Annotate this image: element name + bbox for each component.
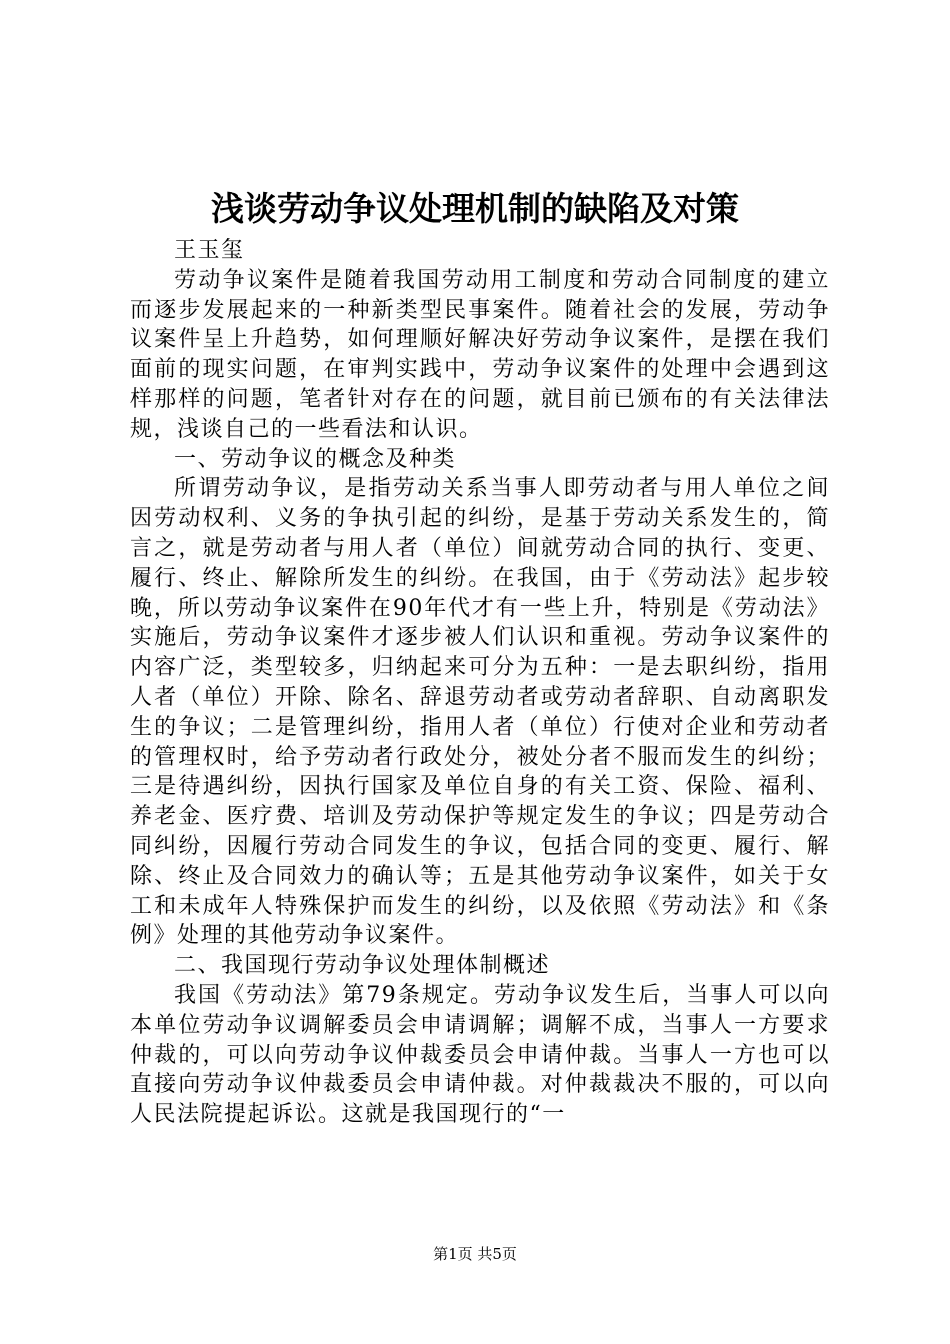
document-title: 浅谈劳动争议处理机制的缺陷及对策	[211, 189, 739, 228]
section-heading-2: 二、我国现行劳动争议处理体制概述	[174, 953, 551, 979]
author-name: 王玉玺	[174, 238, 245, 263]
paragraph-concept: 所谓劳动争议，是指劳动关系当事人即劳动者与用人单位之间因劳动权利、义务的争执引起的纠纷，是基于劳动关系发生的，简言之，就是劳动者与用人者（单位）间就劳动合同的执行、变更、履行、终止、解除所发生的纠纷。在我国，由于《劳动法》起步较晚，所以劳动争议案件在90年代才有一些上升，特别是《劳动法》实施后，劳动争议案件才逐步被人们认识和重视。劳动争议案件的内容广泛，类型较多，归纳起来可分为五种：一是去职纠纷，指用人者（单位）开除、除名、辞退劳动者或劳动者辞职、自动离职发生的争议；二是管理纠纷，指用人者（单位）行使对企业和劳动者的管理权时，给予劳动者行政处分，被处分者不服而发生的纠纷；三是待遇纠纷，因执行国家及单位自身的有关工资、保险、福利、养老金、医疗费、培训及劳动保护等规定发生的争议；四是劳动合同纠纷，因履行劳动合同发生的争议，包括合同的变更、履行、解除、终止及合同效力的确认等；五是其他劳动争议案件，如关于女工和未成年人特殊保护而发生的纠纷，以及依照《劳动法》和《条例》处理的其他劳动争议案件。	[130, 476, 830, 949]
section-heading-1: 一、劳动争议的概念及种类	[174, 446, 457, 472]
paragraph-system: 我国《劳动法》第79条规定。劳动争议发生后，当事人可以向本单位劳动争议调解委员会申请调解；调解不成，当事人一方要求仲裁的，可以向劳动争议仲裁委员会申请仲裁。当事人一方也可以直接向劳动争议仲裁委员会申请仲裁。对仲裁裁决不服的，可以向人民法院提起诉讼。这就是我国现行的“一	[130, 982, 830, 1128]
page-number-footer: 第1页 共5页	[433, 1245, 517, 1263]
paragraph-intro: 劳动争议案件是随着我国劳动用工制度和劳动合同制度的建立而逐步发展起来的一种新类型民事案件。随着社会的发展，劳动争议案件呈上升趋势，如何理顺好解决好劳动争议案件，是摆在我们面前的现实问题，在审判实践中，劳动争议案件的处理中会遇到这样那样的问题，笔者针对存在的问题，就目前已颁布的有关法律法规，浅谈自己的一些看法和认识。	[130, 267, 830, 442]
document-body	[130, 236, 830, 1130]
